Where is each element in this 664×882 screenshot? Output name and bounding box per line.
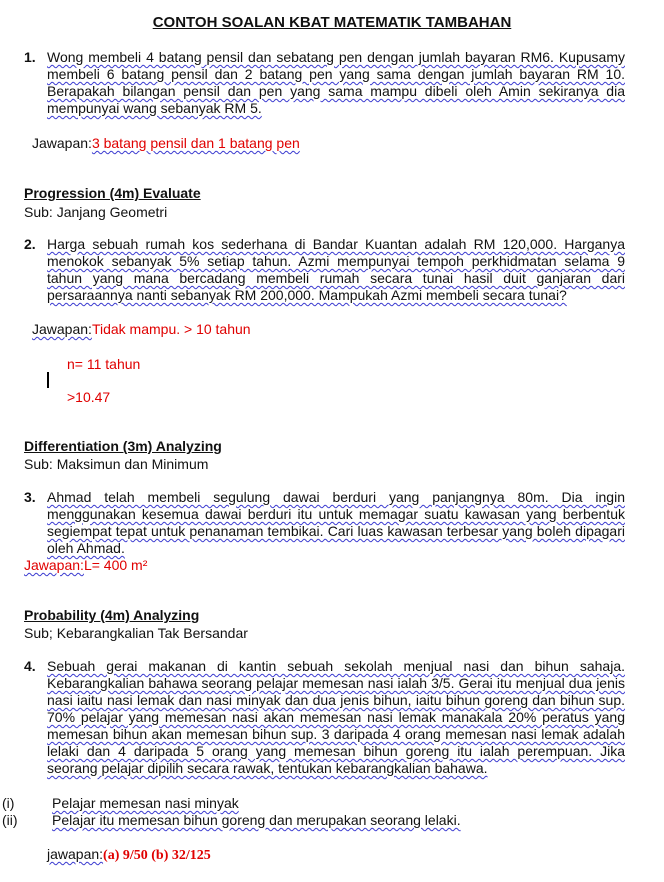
q2-text: Harga sebuah rumah kos sederhana di Bandar Kuantan adalah RM 120,000. Harganya menokok sebanyak 5% setiap tahun. Azmi mempunyai tempoh perkhidmatan selama 9 tahun yang mana bercadang membeli rumah secara tunai hasil duit ganjaran dari persaraannya nanti sebanyak RM 200,000. Mampukah Azmi membeli secara tunai? <box>47 236 625 303</box>
q4-text: Sebuah gerai makanan di kantin sebuah sekolah menjual nasi dan bihun sahaja. Kebarangkalian bahawa seorang pelajar memesan nasi ialah 3/5. Gerai itu menjual dua jenis nasi iaitu nasi lemak dan nasi minyak dan dua jenis bihun, iaitu bihun goreng dan bihun sup. 70% pelajar yang memesan nasi akan memesan nasi lemak manakala 20% peratus yang memesan bihun akan memesan bihun sup. 3 daripada 4 orang memesan nasi lemak adalah lelaki dan 4 daripada 5 orang yang memesan bihun goreng itu ialah perempuan. Jika seorang pelajar dipilih secara rawak, tentukan kebarangkalian bahawa. <box>47 658 625 776</box>
q1-number: 1. <box>24 49 36 65</box>
section-progression-heading: Progression (4m) Evaluate <box>24 185 201 201</box>
q4-item-ii-label: (ii) <box>2 812 18 828</box>
q4-item-i-label: (i) <box>2 795 15 811</box>
q2-answer-line <box>32 321 251 337</box>
q4-item-ii-text: Pelajar itu memesan bihun goreng dan merupakan seorang lelaki. <box>52 812 461 828</box>
text-cursor <box>47 372 49 388</box>
page-title: CONTOH SOALAN KBAT MATEMATIK TAMBAHAN <box>152 14 512 31</box>
section-probability-heading: Probability (4m) Analyzing <box>24 607 200 623</box>
q4-answer: (a) 9/50 (b) 32/125 <box>103 848 211 863</box>
q4-number: 4. <box>24 658 36 674</box>
section-progression-sub: Sub: Janjang Geometri <box>24 204 168 220</box>
q1-answer-line <box>32 135 300 151</box>
q4-item-i-text: Pelajar memesan nasi minyak <box>52 795 239 811</box>
q1-text: Wong membeli 4 batang pensil dan sebatang pen dengan jumlah bayaran RM6. Kupusamy membeli 6 batang pensil dan 2 batang pen yang sama dengan jumlah bayaran RM 10. Berapakah bilangan pensil dan pen yang sama mampu dibeli oleh Amin sekiranya dia mempunyai wang sebanyak RM 5. <box>47 49 625 116</box>
q1-answer: 3 batang pensil dan 1 batang pen <box>91 135 300 151</box>
section-differentiation-sub: Sub: Maksimun dan Minimum <box>24 456 209 472</box>
q2-working-value: >10.47 <box>67 389 111 405</box>
q3-answer: L= 400 m² <box>83 557 148 573</box>
q2-answer: Tidak mampu. > 10 tahun <box>91 321 251 337</box>
q2-answer-label: Jawapan: <box>32 321 92 337</box>
q4-answer-label: jawapan: <box>47 846 104 862</box>
q2-number: 2. <box>24 236 36 252</box>
section-differentiation-heading: Differentiation (3m) Analyzing <box>24 438 222 454</box>
q2-working-n: n= 11 tahun <box>67 356 141 372</box>
q1-answer-label: Jawapan: <box>32 135 92 151</box>
section-probability-sub: Sub; Kebarangkalian Tak Bersandar <box>24 625 248 641</box>
q3-answer-line <box>24 557 147 573</box>
q3-number: 3. <box>24 489 36 505</box>
q3-answer-label: Jawapan: <box>24 557 84 573</box>
q3-text: Ahmad telah membeli segulung dawai berduri yang panjangnya 80m. Dia ingin menggunakan kesemua dawai berduri itu untuk memagar suatu kawasan yang berbentuk segiempat tepat untuk penanaman tembikai. Cari luas kawasan terbesar yang boleh dipagari oleh Ahmad. <box>47 489 625 556</box>
q4-answer-line <box>47 846 211 864</box>
